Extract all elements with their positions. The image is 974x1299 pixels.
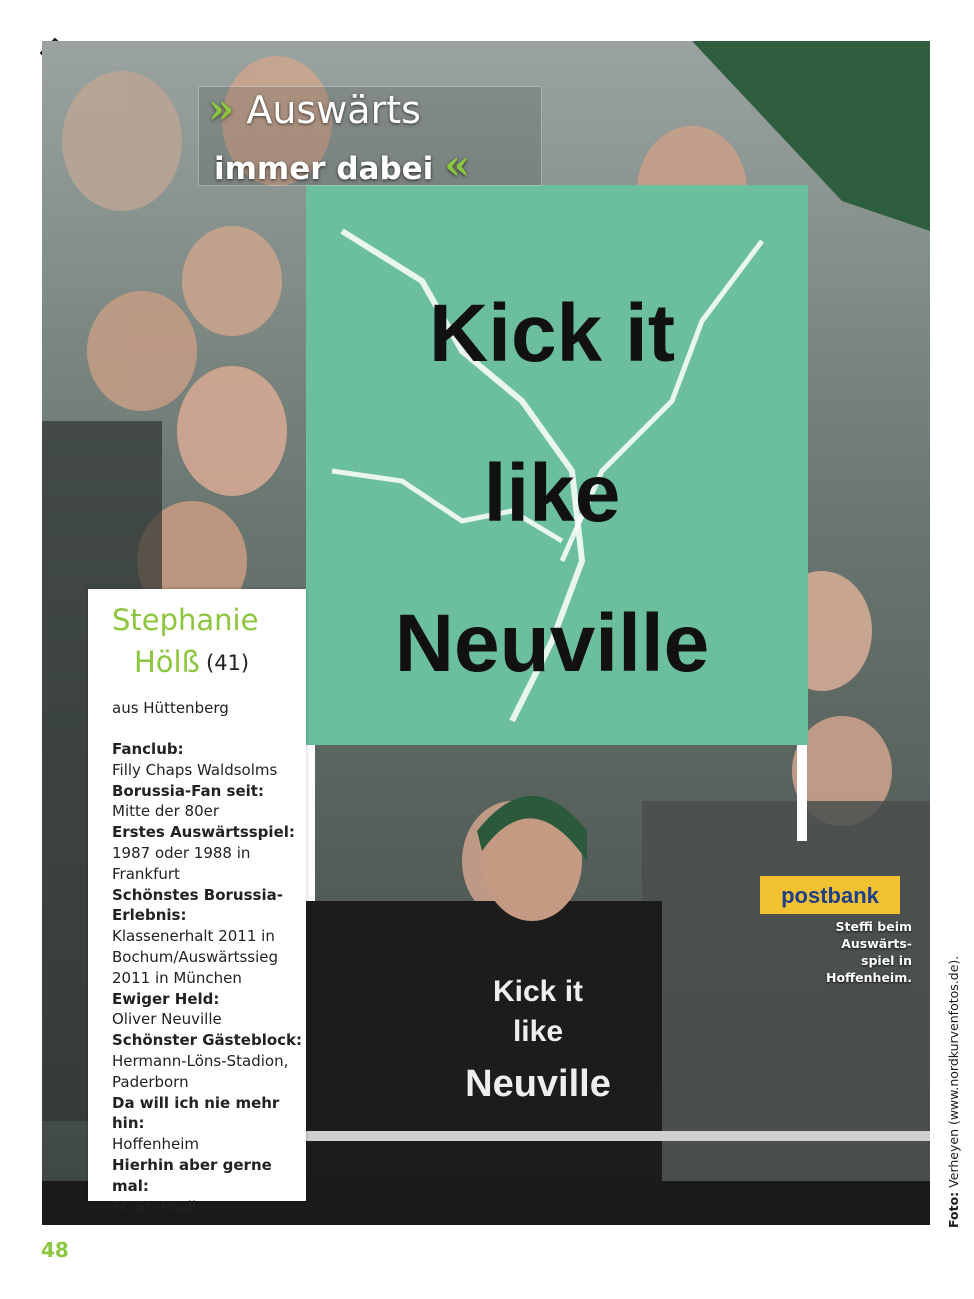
fact-label: Fanclub: bbox=[112, 740, 184, 758]
fact-value: FC St. Pauli bbox=[112, 1197, 197, 1216]
profile-origin: aus Hüttenberg bbox=[112, 699, 229, 717]
profile-facts bbox=[112, 739, 302, 1217]
open-quote: » bbox=[208, 84, 235, 133]
caption-line: Steffi beim bbox=[835, 919, 912, 934]
photo-caption bbox=[812, 918, 912, 986]
title-line-1: Auswärts bbox=[246, 88, 421, 132]
shirt-line-2: like bbox=[512, 1015, 564, 1048]
credit-label: Foto: bbox=[946, 1191, 961, 1228]
page-number: 48 bbox=[41, 1238, 69, 1262]
fact-label: Schönster Gästeblock: bbox=[112, 1031, 303, 1050]
profile-box bbox=[88, 589, 306, 1216]
fact-label: Erstes Auswärtsspiel: bbox=[112, 823, 295, 842]
fact-value: Filly Chaps Waldsolms bbox=[112, 760, 278, 779]
page-subtitle bbox=[214, 140, 470, 189]
banner-line-2: like bbox=[483, 448, 621, 539]
profile-last-name: Hölß bbox=[134, 645, 200, 679]
fact-value: Klassenerhalt 2011 in Bochum/Auswärtssieg 2011 in München bbox=[112, 927, 279, 987]
banner-line-3: Neuville bbox=[394, 598, 710, 689]
fact-label: Schönstes Borussia-Erlebnis: bbox=[112, 885, 283, 925]
caption-line: Auswärts- bbox=[841, 936, 912, 951]
credit-text: Verheyen (www.nordkurvenfotos.de). bbox=[946, 955, 961, 1188]
fact-value: Hermann-Löns-Stadion, Paderborn bbox=[112, 1051, 289, 1091]
fact-value: Oliver Neuville bbox=[112, 1010, 222, 1029]
profile-first-name: Stephanie bbox=[112, 603, 259, 637]
banner-line-1: Kick it bbox=[428, 288, 676, 379]
fact-label: Hierhin aber gerne mal: bbox=[112, 1155, 272, 1195]
fact-value: Hoffenheim bbox=[112, 1135, 200, 1154]
jersey-sponsor: postbank bbox=[781, 883, 879, 908]
page-title bbox=[208, 84, 421, 133]
fact-label: Da will ich nie mehr hin: bbox=[112, 1093, 280, 1133]
close-quote: « bbox=[444, 140, 471, 189]
fact-label: Borussia-Fan seit: bbox=[112, 781, 264, 800]
fact-value: 1987 oder 1988 in Frankfurt bbox=[112, 843, 251, 883]
profile-age: (41) bbox=[206, 651, 250, 675]
fact-label: Ewiger Held: bbox=[112, 989, 220, 1008]
photo-credit bbox=[946, 956, 961, 1228]
title-line-2: immer dabei bbox=[214, 151, 434, 187]
caption-line: spiel in bbox=[861, 953, 912, 968]
shirt-line-3: Neuville bbox=[465, 1063, 611, 1105]
fact-value: Mitte der 80er bbox=[112, 802, 220, 821]
shirt-line-1: Kick it bbox=[492, 975, 584, 1008]
caption-line: Hoffenheim. bbox=[826, 970, 912, 985]
